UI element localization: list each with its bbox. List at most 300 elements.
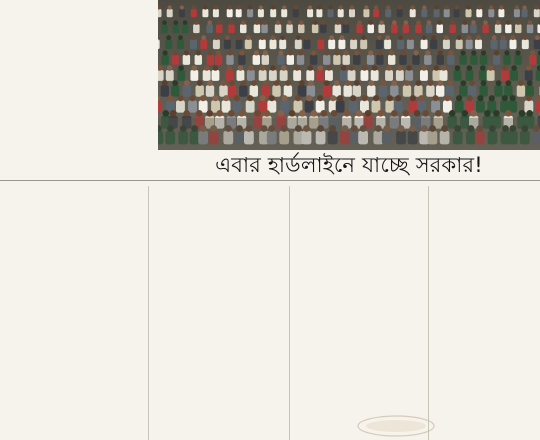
figure-head	[463, 20, 468, 25]
police-figure	[459, 55, 466, 65]
protester-figure	[275, 24, 282, 33]
figure-head	[526, 95, 532, 101]
figure-head	[282, 5, 286, 9]
protester-figure	[307, 85, 315, 97]
protester-figure	[403, 85, 411, 97]
figure-head	[192, 5, 196, 9]
protester-figure	[430, 40, 437, 50]
figure-head	[526, 110, 533, 117]
figure-head	[380, 80, 386, 86]
figure-head	[254, 50, 259, 55]
protester-figure	[449, 24, 456, 33]
figure-head	[238, 110, 245, 117]
figure-head	[203, 5, 207, 9]
protester-figure	[240, 24, 247, 33]
protester-figure	[426, 24, 433, 33]
figure-head	[535, 35, 540, 40]
protester-figure	[188, 100, 197, 112]
protester-figure	[412, 55, 419, 65]
protester-figure	[424, 55, 431, 65]
figure-head	[414, 110, 421, 117]
figure-head	[357, 20, 362, 25]
protester-figure	[200, 40, 207, 50]
figure-head	[427, 20, 432, 25]
protester-figure	[343, 55, 350, 65]
protester-figure	[166, 70, 174, 81]
figure-head	[397, 65, 403, 71]
figure-head	[271, 35, 276, 40]
figure-head	[523, 5, 527, 9]
figure-head	[410, 95, 416, 101]
protester-figure	[196, 85, 204, 97]
figure-head	[488, 65, 494, 71]
figure-head	[324, 50, 329, 55]
protester-figure	[510, 40, 517, 50]
protester-figure	[397, 9, 403, 17]
protester-figure	[310, 55, 317, 65]
protester-figure	[476, 9, 482, 17]
figure-head	[476, 35, 481, 40]
protester-figure	[405, 70, 413, 81]
figure-head	[239, 50, 244, 55]
figure-head	[287, 20, 292, 25]
figure-head	[341, 65, 347, 71]
protester-figure	[219, 85, 227, 97]
figure-head	[162, 20, 167, 25]
protester-figure	[437, 24, 444, 33]
police-figure	[479, 70, 487, 81]
protester-figure	[376, 40, 383, 50]
figure-head	[526, 65, 532, 71]
protester-figure	[376, 55, 383, 65]
protester-figure	[236, 40, 243, 50]
protester-figure	[415, 24, 422, 33]
police-figure	[536, 70, 540, 81]
figure-head	[506, 20, 511, 25]
figure-head	[217, 20, 222, 25]
figure-head	[477, 5, 481, 9]
figure-head	[377, 35, 382, 40]
protester-figure	[399, 55, 406, 65]
figure-head	[365, 110, 372, 117]
protester-figure	[385, 9, 391, 17]
protester-figure	[167, 9, 173, 17]
figure-head	[354, 50, 359, 55]
figure-head	[234, 95, 240, 101]
police-figure	[182, 24, 189, 33]
figure-head	[461, 50, 466, 55]
protester-figure	[222, 100, 231, 112]
figure-head	[178, 35, 183, 40]
protester-figure	[407, 40, 414, 50]
figure-head	[492, 35, 497, 40]
figure-head	[196, 50, 201, 55]
figure-head	[493, 110, 500, 117]
figure-head	[448, 50, 453, 55]
figure-head	[276, 20, 281, 25]
protester-figure	[368, 24, 375, 33]
protester-figure	[224, 40, 231, 50]
protester-figure	[298, 24, 305, 33]
protester-figure	[363, 9, 369, 17]
figure-head	[364, 5, 368, 9]
figure-head	[213, 65, 219, 71]
protester-figure	[470, 24, 477, 33]
figure-head	[191, 35, 196, 40]
figure-head	[200, 95, 206, 101]
figure-head	[444, 95, 450, 101]
figure-head	[285, 80, 291, 86]
protester-figure	[284, 85, 292, 97]
figure-head	[387, 95, 393, 101]
protester-figure	[212, 70, 220, 81]
police-figure	[177, 40, 184, 50]
figure-head	[241, 20, 246, 25]
protester-figure	[316, 70, 324, 81]
protester-figure	[228, 85, 236, 97]
figure-head	[466, 5, 470, 9]
figure-head	[173, 50, 178, 55]
figure-head	[247, 95, 253, 101]
protester-figure	[356, 24, 363, 33]
figure-head	[296, 35, 301, 40]
protester-figure	[247, 9, 253, 17]
protester-figure	[207, 55, 214, 65]
figure-head	[163, 50, 168, 55]
figure-head	[510, 95, 516, 101]
figure-head	[449, 110, 456, 117]
figure-head	[362, 65, 368, 71]
figure-head	[197, 80, 203, 86]
protester-figure	[281, 9, 287, 17]
protester-figure	[228, 24, 235, 33]
figure-head	[318, 35, 323, 40]
protester-figure	[462, 24, 469, 33]
protester-figure	[535, 100, 540, 112]
figure-head	[350, 95, 356, 101]
protester-figure	[280, 70, 288, 81]
figure-head	[237, 5, 241, 9]
protester-figure	[437, 55, 444, 65]
figure-head	[445, 5, 449, 9]
protester-figure	[384, 40, 391, 50]
figure-head	[402, 110, 409, 117]
figure-head	[460, 80, 466, 86]
protester-figure	[323, 85, 331, 97]
figure-head	[511, 65, 517, 71]
article-column-4	[431, 194, 535, 440]
news-photo-protest	[158, 0, 540, 150]
figure-head	[214, 5, 218, 9]
police-figure	[514, 55, 521, 65]
protest-crowd-image	[158, 0, 540, 150]
figure-head	[392, 20, 397, 25]
figure-head	[418, 95, 424, 101]
protester-figure	[420, 70, 428, 81]
protester-figure	[367, 85, 375, 97]
protester-figure	[158, 9, 162, 17]
protester-figure	[286, 24, 293, 33]
figure-head	[515, 50, 520, 55]
figure-head	[192, 65, 198, 71]
protester-figure	[261, 24, 268, 33]
article-column-3	[292, 194, 426, 440]
figure-head	[288, 50, 293, 55]
protester-figure	[335, 24, 342, 33]
protester-figure	[247, 70, 255, 81]
protester-figure	[239, 85, 247, 97]
figure-head	[511, 35, 516, 40]
figure-head	[168, 5, 172, 9]
protester-figure	[403, 24, 410, 33]
figure-head	[515, 5, 519, 9]
figure-head	[208, 50, 213, 55]
article-column-2	[151, 194, 287, 440]
protester-figure	[279, 40, 286, 50]
figure-head	[462, 110, 469, 117]
figure-head	[431, 35, 436, 40]
column-divider	[428, 186, 429, 440]
figure-head	[263, 80, 269, 86]
protester-figure	[491, 40, 498, 50]
figure-head	[246, 35, 251, 40]
protester-figure	[391, 24, 398, 33]
protester-figure	[338, 40, 345, 50]
figure-head	[330, 95, 336, 101]
figure-head	[334, 50, 339, 55]
police-figure	[480, 55, 487, 65]
figure-head	[527, 80, 533, 86]
protester-figure	[414, 85, 422, 97]
figure-head	[189, 95, 195, 101]
protester-figure	[293, 9, 299, 17]
protester-figure	[320, 24, 327, 33]
figure-head	[216, 110, 223, 117]
protester-figure	[333, 85, 341, 97]
protester-figure	[215, 55, 222, 65]
figure-head	[321, 20, 326, 25]
protester-figure	[468, 85, 476, 97]
figure-head	[350, 5, 354, 9]
figure-head	[351, 35, 356, 40]
figure-head	[469, 80, 475, 86]
protester-figure	[456, 40, 463, 50]
protester-figure	[522, 40, 529, 50]
figure-head	[326, 65, 332, 71]
figure-head	[237, 35, 242, 40]
figure-head	[422, 35, 427, 40]
police-figure	[503, 55, 510, 65]
figure-head	[395, 95, 401, 101]
figure-head	[212, 95, 218, 101]
figure-head	[386, 5, 390, 9]
protester-figure	[250, 85, 258, 97]
figure-head	[356, 110, 363, 117]
figure-head	[204, 65, 210, 71]
figure-head	[270, 65, 276, 71]
protester-figure	[515, 24, 522, 33]
figure-head	[320, 110, 327, 117]
figure-head	[377, 110, 384, 117]
police-figure	[476, 100, 485, 112]
figure-head	[331, 110, 338, 117]
protester-figure	[191, 9, 197, 17]
protester-figure	[216, 24, 223, 33]
protester-figure	[454, 9, 460, 17]
figure-head	[502, 95, 508, 101]
protester-figure	[444, 9, 450, 17]
figure-head	[167, 65, 173, 71]
protester-figure	[447, 55, 454, 65]
figure-head	[240, 80, 246, 86]
protester-figure	[373, 9, 379, 17]
police-figure	[171, 85, 179, 97]
figure-head	[484, 110, 491, 117]
protester-figure	[176, 100, 185, 112]
figure-head	[207, 20, 212, 25]
column-divider	[289, 186, 290, 440]
protester-figure	[466, 40, 473, 50]
figure-head	[489, 95, 495, 101]
protester-figure	[371, 70, 379, 81]
figure-head	[373, 95, 379, 101]
figure-head	[216, 50, 221, 55]
figure-head	[184, 80, 190, 86]
figure-head	[180, 5, 184, 9]
figure-head	[506, 80, 512, 86]
police-figure	[504, 85, 512, 97]
figure-head	[425, 50, 430, 55]
figure-head	[282, 95, 288, 101]
figure-head	[308, 5, 312, 9]
figure-head	[183, 110, 190, 117]
figure-head	[299, 80, 305, 86]
figure-head	[214, 35, 219, 40]
figure-head	[428, 80, 434, 86]
figure-head	[406, 65, 412, 71]
figure-head	[248, 65, 254, 71]
protester-figure	[433, 70, 441, 81]
figure-head	[455, 5, 459, 9]
figure-head	[294, 65, 300, 71]
protester-figure	[361, 70, 369, 81]
figure-head	[447, 80, 453, 86]
figure-head	[398, 35, 403, 40]
protester-figure	[505, 24, 512, 33]
figure-head	[178, 65, 184, 71]
protester-figure	[237, 70, 245, 81]
police-figure	[165, 40, 172, 50]
figure-head	[177, 95, 183, 101]
figure-head	[456, 95, 462, 101]
figure-head	[238, 65, 244, 71]
protester-figure	[522, 9, 528, 17]
figure-head	[289, 110, 296, 117]
figure-head	[481, 50, 486, 55]
protester-figure	[317, 40, 324, 50]
protester-figure	[206, 85, 214, 97]
figure-head	[421, 65, 427, 71]
figure-head	[329, 35, 334, 40]
figure-head	[344, 50, 349, 55]
protester-figure	[338, 9, 344, 17]
figure-head	[227, 65, 233, 71]
figure-head	[422, 5, 426, 9]
protester-figure	[287, 55, 294, 65]
figure-head	[437, 20, 442, 25]
figure-head	[263, 50, 268, 55]
protester-figure	[307, 9, 313, 17]
police-figure	[510, 70, 518, 81]
figure-head	[414, 50, 419, 55]
figure-head	[434, 65, 440, 71]
protester-figure	[482, 24, 489, 33]
figure-head	[317, 5, 321, 9]
protester-figure	[443, 40, 450, 50]
figure-head	[167, 95, 173, 101]
protester-figure	[262, 85, 270, 97]
protester-figure	[348, 70, 356, 81]
figure-head	[274, 80, 280, 86]
figure-head	[299, 110, 306, 117]
protester-figure	[269, 70, 277, 81]
protester-figure	[421, 9, 427, 17]
figure-head	[221, 80, 227, 86]
protester-figure	[245, 40, 252, 50]
protester-figure	[390, 85, 398, 97]
figure-head	[328, 5, 332, 9]
police-figure	[161, 24, 168, 33]
figure-head	[435, 5, 439, 9]
figure-head	[278, 110, 285, 117]
protester-figure	[325, 70, 333, 81]
figure-head	[344, 20, 349, 25]
police-figure	[455, 100, 464, 112]
protester-figure	[270, 40, 277, 50]
protester-figure	[514, 9, 520, 17]
figure-head	[207, 80, 213, 86]
protester-figure	[517, 85, 525, 97]
figure-head	[450, 20, 455, 25]
figure-head	[391, 110, 398, 117]
figure-head	[432, 95, 438, 101]
figure-head	[344, 110, 351, 117]
figure-head	[516, 20, 521, 25]
figure-head	[271, 5, 275, 9]
protester-figure	[293, 70, 301, 81]
protester-figure	[272, 85, 280, 97]
protester-figure	[226, 55, 233, 65]
figure-head	[229, 80, 235, 86]
figure-head	[471, 50, 476, 55]
protester-figure	[195, 55, 202, 65]
figure-head	[501, 35, 506, 40]
figure-head	[306, 95, 312, 101]
protester-figure	[303, 40, 310, 50]
figure-head	[345, 80, 351, 86]
protester-figure	[259, 70, 267, 81]
figure-head	[317, 65, 323, 71]
protester-figure	[436, 85, 444, 97]
protester-figure	[501, 70, 509, 81]
protester-figure	[298, 85, 306, 97]
top-left-article-column	[8, 0, 154, 156]
figure-head	[438, 50, 443, 55]
figure-head	[337, 95, 343, 101]
figure-head	[494, 50, 499, 55]
figure-head	[467, 95, 473, 101]
figure-head	[368, 20, 373, 25]
